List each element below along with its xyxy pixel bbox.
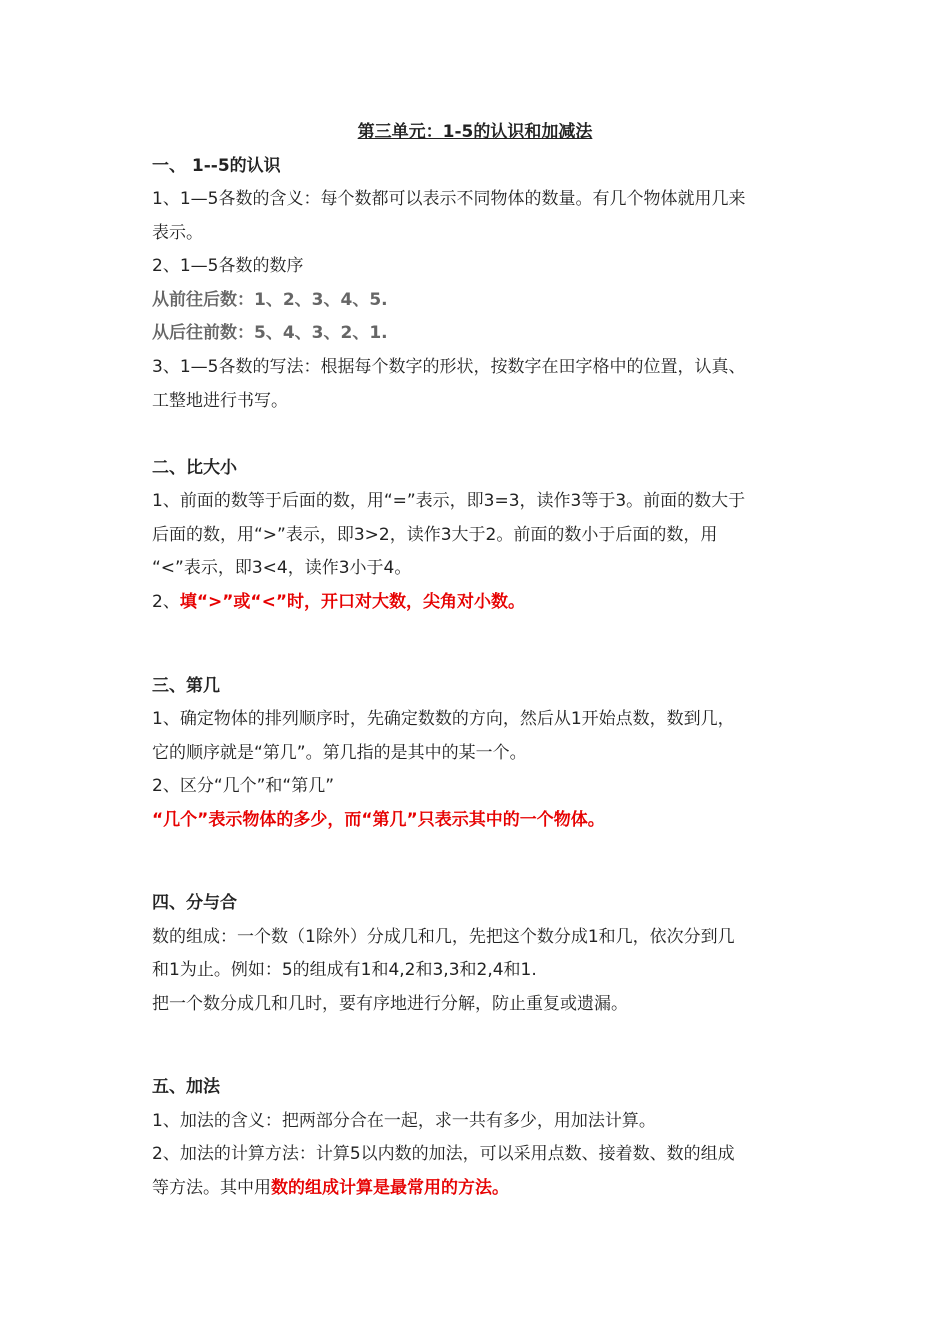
s1-backward-order: 从后往前数：5、4、3、2、1.: [152, 323, 388, 343]
s3-line-4-highlight: “几个”表示物体的多少，而“第几”只表示其中的一个物体。: [152, 810, 605, 830]
s1-paragraph-1-line-1: 1、1—5各数的含义：每个数都可以表示不同物体的数量。有几个物体就用几来: [152, 189, 746, 209]
s1-forward-order: 从前往后数：1、2、3、4、5.: [152, 290, 388, 310]
section-3-heading: 三、第几: [152, 676, 220, 696]
s3-line-2: 它的顺序就是“第几”。第几指的是其中的某一个。: [152, 743, 527, 763]
s4-line-1: 数的组成：一个数（1除外）分成几和几，先把这个数分成1和几，依次分到几: [152, 927, 735, 947]
s2-line-4: [152, 589, 812, 615]
section-4-heading: 四、分与合: [152, 893, 237, 913]
s5-line-2: 2、加法的计算方法：计算5以内数的加法，可以采用点数、接着数、数的组成: [152, 1144, 735, 1164]
s4-line-3: 把一个数分成几和几时，要有序地进行分解，防止重复或遗漏。: [152, 994, 628, 1014]
s5-line-1: 1、加法的含义：把两部分合在一起，求一共有多少，用加法计算。: [152, 1111, 656, 1131]
s1-paragraph-3-line-1: 3、1—5各数的写法：根据每个数字的形状，按数字在田字格中的位置，认真、: [152, 357, 746, 377]
section-1-heading: 一、 1--5的认识: [152, 156, 281, 176]
s1-paragraph-3-line-2: 工整地进行书写。: [152, 391, 288, 411]
s5-line-3: [152, 1175, 812, 1201]
s2-line-3: “<”表示，即3<4，读作3小于4。: [152, 558, 412, 578]
section-5-heading: 五、加法: [152, 1077, 220, 1097]
s5-line-3-prefix: 等方法。其中用: [152, 1178, 271, 1198]
section-2-heading: 二、比大小: [152, 458, 237, 478]
s1-paragraph-1-line-2: 表示。: [152, 223, 203, 243]
s2-line-1: 1、前面的数等于后面的数，用“=”表示，即3=3，读作3等于3。前面的数大于: [152, 491, 746, 511]
s5-line-3-highlight: 数的组成计算是最常用的方法。: [271, 1178, 509, 1198]
s3-line-3: 2、区分“几个”和“第几”: [152, 776, 335, 796]
s2-line-4-highlight: 填“>”或“<”时，开口对大数，尖角对小数。: [179, 592, 526, 612]
s1-paragraph-2: 2、1—5各数的数序: [152, 256, 304, 276]
s2-line-2: 后面的数，用“>”表示，即3>2，读作3大于2。前面的数小于后面的数，用: [152, 525, 718, 545]
s3-line-1: 1、确定物体的排列顺序时，先确定数数的方向，然后从1开始点数，数到几，: [152, 709, 735, 729]
document-title: 第三单元：1-5的认识和加减法: [357, 122, 593, 142]
s2-line-4-prefix: 2、: [152, 592, 180, 612]
s4-line-2: 和1为止。例如：5的组成有1和4,2和3,3和2,4和1.: [152, 960, 537, 980]
